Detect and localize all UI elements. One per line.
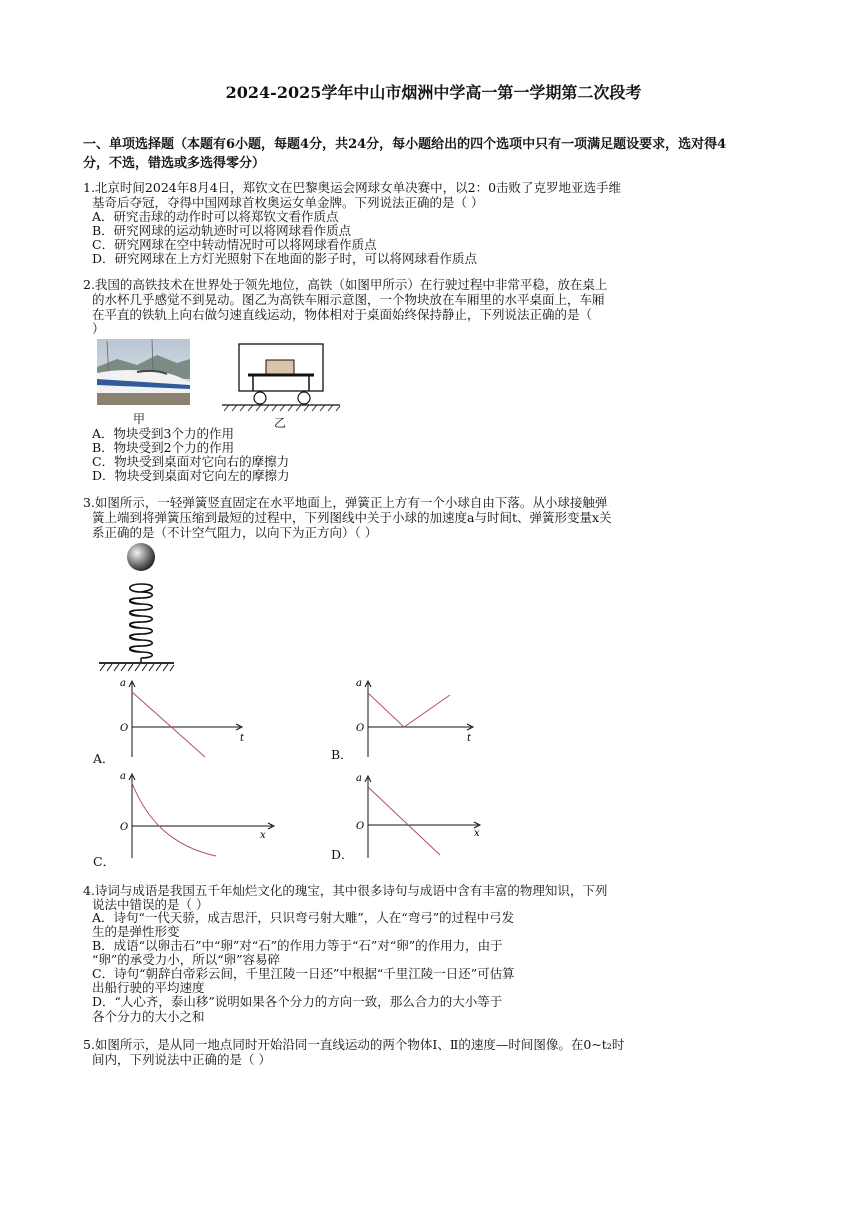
q2-stem-line4: ） [92,321,105,336]
figure-label-jia: 甲 [133,412,146,426]
q1-option-c: C．研究网球在空中转动情况时可以将网球看作质点 [92,237,377,252]
q2-option-c: C．物块受到桌面对它向右的摩擦力 [92,454,290,469]
graph-b-origin-label: O [356,723,365,734]
q1-option-d: D．研究网球在上方灯光照射下在地面的影子时，可以将网球看作质点 [92,251,478,266]
graph-a-origin-label: O [120,723,129,734]
graph-c-option-label: C． [93,854,116,869]
q1-stem-line1: 1.北京时间2024年8月4日，郑钦文在巴黎奥运会网球女单决赛中，以2：0击败了克罗地亚选手维 [83,180,622,195]
graph-a [110,675,250,760]
graph-c-yaxis-label: a [120,771,126,782]
graph-a-option-label: A． [93,751,115,766]
figure-label-yi: 乙 [274,416,287,430]
q4-stem-line1: 4.诗词与成语是我国五千年灿烂文化的瑰宝，其中很多诗句与成语中含有丰富的物理知识，下列 [83,883,608,898]
high-speed-train-photo [97,339,190,405]
graph-b-option-label: B． [331,747,353,762]
q2-option-b: B．物块受到2个力的作用 [92,440,235,455]
graph-b-curve [368,693,450,727]
graph-d [346,770,486,860]
exam-title: 2024-2025学年中山市烟洲中学高一第一学期第二次段考 [225,83,642,102]
graph-c-xaxis-label: x [260,830,266,841]
graph-c-origin-label: O [120,822,129,833]
ball-spring-diagram [96,540,178,672]
graph-d-yaxis-label: a [356,773,362,784]
q4-option-c-line2: 出船行驶的平均速度 [92,980,205,995]
q4-option-d-line2: 各个分力的大小之和 [92,1009,205,1024]
q1-option-a: A．研究击球的动作时可以将郑钦文看作质点 [92,209,339,224]
q4-option-a-line2: 生的是弹性形变 [92,924,180,939]
graph-d-origin-label: O [356,821,365,832]
graph-d-curve [368,787,440,855]
q5-stem-line2: 间内，下列说法中正确的是（ ） [92,1052,271,1067]
graph-a-curve [132,692,205,757]
graph-c-curve [132,783,216,856]
graph-c [110,768,280,860]
train-carriage-diagram [220,340,342,412]
q2-stem-line1: 2.我国的高铁技术在世界处于领先地位，高铁（如图甲所示）在行驶过程中非常平稳，放在桌上 [83,277,608,292]
q3-stem-line2: 簧上端到将弹簧压缩到最短的过程中，下列图线中关于小球的加速度a与时间t、弹簧形变量x关 [92,510,612,525]
graph-a-yaxis-label: a [120,678,126,689]
graph-a-xaxis-label: t [240,733,245,744]
section-heading-line2: 分，不选，错选或多选得零分） [83,156,266,171]
q2-option-a: A．物块受到3个力的作用 [92,426,234,441]
q1-option-b: B．研究网球的运动轨迹时可以将网球看作质点 [92,223,352,238]
q2-stem-line3: 在平直的铁轨上向右做匀速直线运动，物体相对于桌面始终保持静止，下列说法正确的是（ [92,307,593,322]
q5-stem-line1: 5.如图所示，是从同一地点同时开始沿同一直线运动的两个物体Ⅰ、Ⅱ的速度—时间图像。在0~t₂时 [83,1037,625,1052]
q2-option-d: D．物块受到桌面对它向左的摩擦力 [92,468,290,483]
q4-option-d-line1: D．“人心齐，泰山移”说明如果各个分力的方向一致，那么合力的大小等于 [92,994,503,1009]
q3-stem-line3: 系正确的是（不计空气阻力，以向下为正方向）（ ） [92,525,378,540]
graph-d-xaxis-label: x [474,828,480,839]
q4-option-a-line1: A．诗句“一代天骄，成吉思汗，只识弯弓射大雕”，人在“弯弓”的过程中弓发 [92,910,515,925]
section-heading [83,135,783,173]
q4-option-b-line1: B．成语“以卵击石”中“卵”对“石”的作用力等于“石”对“卵”的作用力，由于 [92,938,503,953]
graph-b-xaxis-label: t [467,733,472,744]
q3-stem-line1: 3.如图所示，一轻弹簧竖直固定在水平地面上，弹簧正上方有一个小球自由下落。从小球接触弹 [83,495,608,510]
q4-stem-line2: 说法中错误的是（ ） [92,897,209,912]
q4-option-c-line1: C．诗句“朝辞白帝彩云间，千里江陵一日还”中根据“千里江陵一日还”可估算 [92,966,515,981]
section-heading-line1: 一、单项选择题（本题有6小题，每题4分，共24分，每小题给出的四个选项中只有一项满足题设要求，选对得4 [83,137,727,152]
q4-option-b-line2: “卵”的承受力小，所以“卵”容易碎 [92,952,281,967]
q1-stem-line2: 基奇后夺冠，夺得中国网球首枚奥运女单金牌。下列说法正确的是（ ） [92,195,484,210]
spring-coil [130,584,153,658]
q2-stem-line2: 的水杯几乎感觉不到晃动。图乙为高铁车厢示意图，一个物块放在车厢里的水平桌面上，车厢 [92,292,605,307]
graph-b-yaxis-label: a [356,678,362,689]
graph-d-option-label: D． [331,847,354,862]
graph-b [346,675,481,760]
